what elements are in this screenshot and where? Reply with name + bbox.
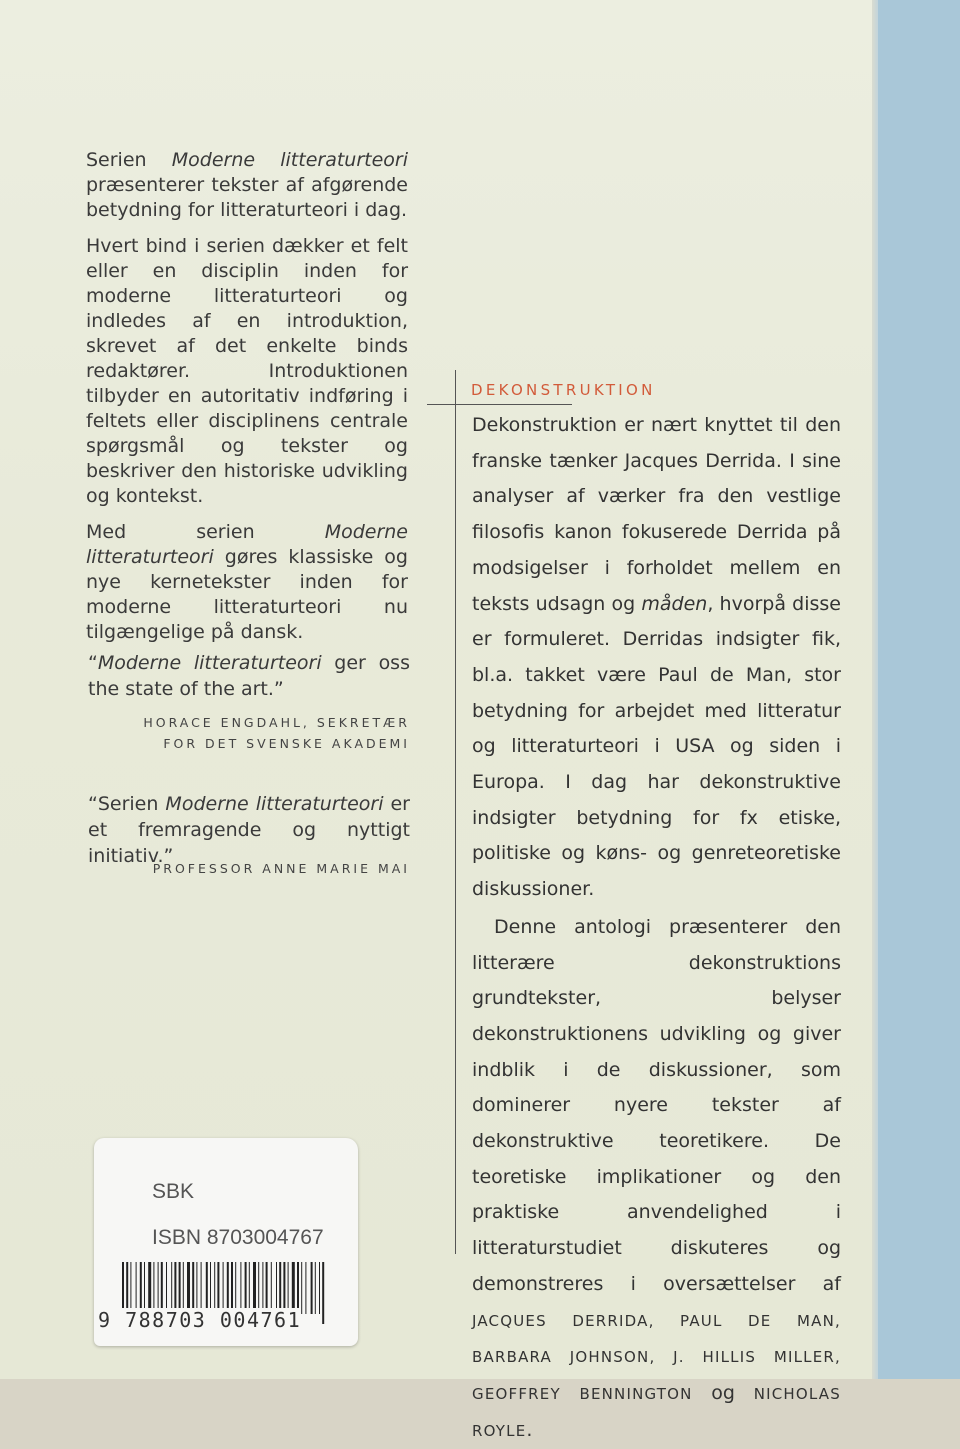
barcode-bar xyxy=(249,1262,250,1314)
barcode-bar xyxy=(253,1262,256,1314)
barcode-digits: 9 788703 004761 xyxy=(98,1308,302,1332)
barcode-bar xyxy=(301,1262,302,1314)
barcode-bar xyxy=(262,1262,263,1314)
barcode-bar xyxy=(214,1262,215,1314)
barcode-bar xyxy=(240,1262,241,1314)
barcode-bar xyxy=(319,1262,320,1314)
barcode-bar xyxy=(258,1262,259,1314)
barcode-bar xyxy=(179,1262,181,1314)
barcode-bar xyxy=(276,1262,277,1314)
barcode-bar xyxy=(126,1262,128,1314)
section-heading: DEKONSTRUKTION xyxy=(471,381,656,399)
series-para-2: Hvert bind i serien dækker et felt eller en disciplin inden for moderne litteraturteori og indledes af en introduktion, skrevet af det enkelte binds redaktører. Introduktionen tilbyder en autoritativ indføring i feltets eller disciplinens centrale spørgsmål og tekster og beskriver den historiske udvikling og kontekst. xyxy=(86,235,408,507)
barcode-bar xyxy=(279,1262,281,1314)
barcode-bar xyxy=(130,1262,131,1314)
barcode-bar xyxy=(210,1262,211,1314)
barcode-bar xyxy=(196,1262,197,1314)
quote-attribution-engdahl: HORACE ENGDAHL, SEKRETÆR FOR DET SVENSKE AKADEMI xyxy=(143,715,410,751)
barcode-bar xyxy=(206,1262,208,1314)
description-para-1: Dekonstruktion er nært knyttet til den franske tænker Jacques Derrida. I sine analyser af værker fra den vestlige filosofis kanon fokuserede Derrida på modsigelser i forholdet mellem en teksts udsagn og måden, hvorpå disse er formuleret. Derridas indsigter fik, bl.a. takket være Paul de Man, stor betydning for arbejdet med litteratur og litteraturteori i USA og siden i Europa. I dag har dekonstruktive indsigter betydning for fx etiske, politiske og køns- og genreteoretiske diskussioner. xyxy=(472,414,841,901)
barcode-bar xyxy=(231,1262,233,1314)
barcode-bar xyxy=(217,1262,219,1314)
quote-attribution-mai: PROFESSOR ANNE MARIE MAI xyxy=(152,861,410,876)
quote-engdahl: “Moderne litteraturteori ger oss the state of the art.” xyxy=(88,652,410,700)
series-para-3: Med serien Moderne litteraturteori gøres klassiske og nye kernetekster inden for moderne litteraturteori nu tilgængelige på dansk. xyxy=(86,521,408,643)
barcode-bar xyxy=(322,1262,324,1324)
book-description xyxy=(472,408,841,1449)
barcode-bar xyxy=(266,1262,268,1314)
horizontal-rule xyxy=(427,404,572,405)
isbn-text: ISBN 8703004767 xyxy=(152,1226,324,1249)
series-description xyxy=(86,148,408,656)
barcode-bar xyxy=(136,1262,137,1314)
barcode-bar xyxy=(201,1262,202,1314)
barcode-bar xyxy=(288,1262,289,1314)
barcode-bar xyxy=(315,1262,316,1314)
quote-mai: “Serien Moderne litteraturteori er et fremragende og nyttigt initiativ.” xyxy=(88,793,410,867)
barcode-bar xyxy=(158,1262,159,1314)
barcode-bar xyxy=(187,1262,190,1314)
vertical-rule xyxy=(455,370,456,1254)
barcode-bar xyxy=(144,1262,145,1314)
barcode-bar xyxy=(235,1262,236,1314)
barcode-bar xyxy=(171,1262,172,1314)
library-sticker xyxy=(94,1138,358,1346)
series-para-1: Serien Moderne litteraturteori præsenterer tekster af afgørende betydning for litteraturteori i dag. xyxy=(86,149,408,221)
barcode-bar xyxy=(297,1262,299,1314)
barcode-bar xyxy=(223,1262,224,1314)
description-para-2: Denne antologi præsenterer den litterære dekonstruktions grundtekster, belyser dekonstruktionens udvikling og giver indblik i de diskussioner, som dominerer nyere tekster af dekonstruktive teoretikere. De teoretiske implikationer og den praktiske anvendelighed i litteraturstudiet diskuteres og demonstreres i oversættelser af JACQUES DERRIDA, PAUL DE MAN, BARBARA JOHNSON, J. HILLIS MILLER, GEOFFREY BENNINGTON og NICHOLAS ROYLE. xyxy=(472,915,841,1441)
barcode-bar xyxy=(305,1262,306,1314)
barcode-bar xyxy=(227,1262,229,1314)
book-spine xyxy=(878,0,960,1379)
barcode-bar xyxy=(153,1262,154,1314)
barcode-bar xyxy=(271,1262,272,1314)
barcode-bar xyxy=(140,1262,142,1314)
barcode-bar xyxy=(245,1262,247,1314)
barcode-bar xyxy=(311,1262,313,1314)
library-code: SBK xyxy=(152,1180,195,1203)
barcode-bar xyxy=(283,1262,285,1314)
barcode-bar xyxy=(192,1262,194,1314)
barcode-bar xyxy=(148,1262,151,1314)
barcode-bar xyxy=(183,1262,184,1314)
barcode-bar xyxy=(174,1262,176,1314)
barcode-bar xyxy=(161,1262,163,1314)
barcode-bar xyxy=(166,1262,167,1314)
barcode-bar xyxy=(292,1262,295,1314)
